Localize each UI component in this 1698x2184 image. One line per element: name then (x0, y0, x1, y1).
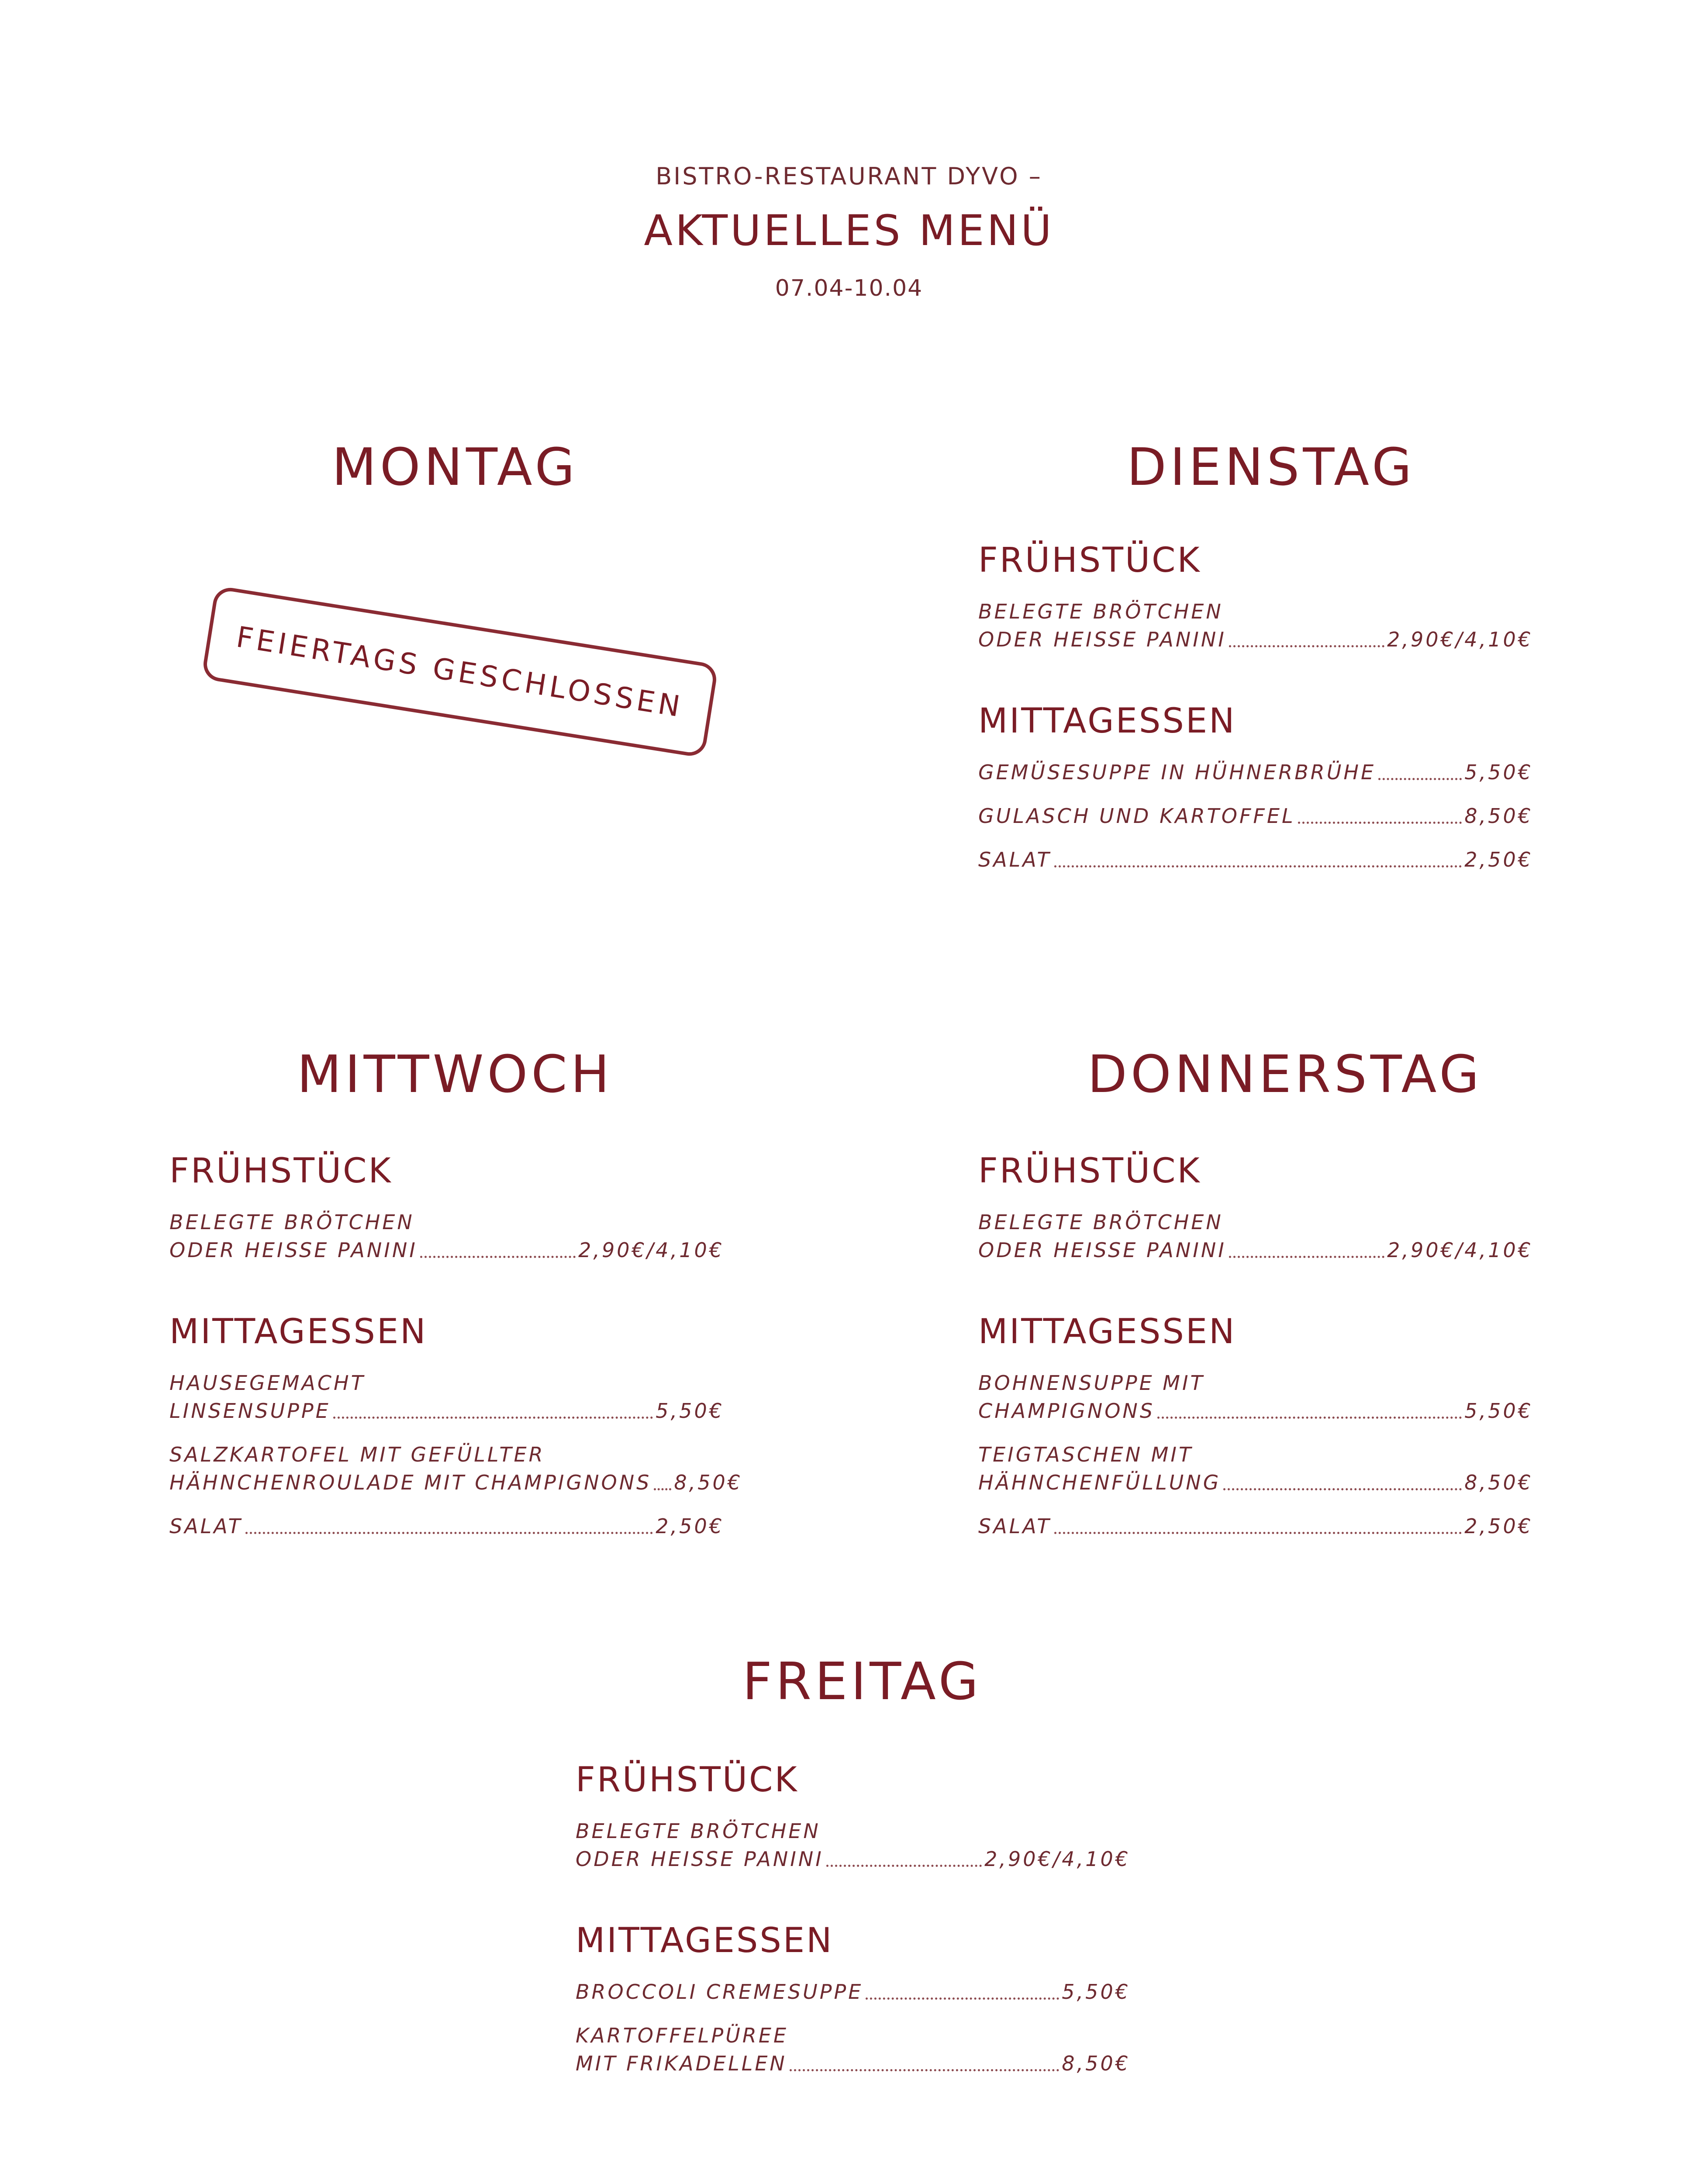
menu-item-name: HÄHNCHENROULADE MIT CHAMPIGNONS (169, 1471, 652, 1494)
menu-item-name: ODER HEISSE PANINI (978, 628, 1226, 651)
menu-item-line: BELEGTE BRÖTCHEN (978, 1210, 1223, 1234)
menu-block-dienstag (978, 541, 1533, 874)
menu-item-price: 8,50€ (1062, 2052, 1130, 2075)
menu-item-price: 8,50€ (1464, 1471, 1533, 1494)
menu-item-price: 2,90€/4,10€ (1387, 1238, 1533, 1262)
menu-item-price: 2,50€ (1464, 1514, 1533, 1538)
day-title-dienstag: DIENSTAG (1127, 437, 1415, 497)
menu-block-donnerstag (978, 1151, 1533, 1540)
tree-icon (664, 2180, 970, 2184)
day-title-montag: MONTAG (332, 437, 578, 497)
menu-block-freitag (576, 1760, 1130, 2077)
menu-title: AKTUELLES MENÜ (644, 206, 1054, 255)
menu-item-name: SALAT (169, 1514, 243, 1538)
dot-leader (1223, 1488, 1462, 1490)
day-title-donnerstag: DONNERSTAG (1087, 1044, 1483, 1104)
dot-leader (1054, 1532, 1462, 1534)
menu-item-price: 8,50€ (674, 1471, 743, 1494)
dot-leader (1157, 1417, 1462, 1419)
section-title-lunch: MITTAGESSEN (169, 1312, 428, 1351)
section-title-lunch: MITTAGESSEN (576, 1921, 834, 1960)
menu-item-name: BROCCOLI CREMESUPPE (576, 1980, 863, 2004)
section-title-lunch: MITTAGESSEN (978, 1312, 1236, 1351)
menu-item (978, 1236, 1533, 1264)
menu-block-mittwoch (169, 1151, 743, 1540)
menu-item-line: BOHNENSUPPE MIT (978, 1371, 1205, 1395)
menu-item-line: HAUSEGEMACHT (169, 1371, 366, 1395)
menu-item-price: 2,50€ (656, 1514, 724, 1538)
restaurant-subtitle: BISTRO-RESTAURANT DYVO – (656, 162, 1042, 190)
menu-item-name: CHAMPIGNONS (978, 1399, 1155, 1423)
closed-stamp-text: FEIERTAGS GESCHLOSSEN (234, 620, 686, 724)
menu-item (978, 1469, 1533, 1496)
menu-item-price: 2,90€/4,10€ (984, 1847, 1130, 1871)
menu-item (978, 802, 1533, 830)
menu-date-range: 07.04-10.04 (775, 275, 923, 301)
menu-item (576, 2049, 1130, 2077)
dot-leader (420, 1256, 576, 1258)
section-title-breakfast: FRÜHSTÜCK (978, 541, 1201, 580)
menu-item-price: 8,50€ (1464, 804, 1533, 828)
menu-item-price: 5,50€ (1464, 760, 1533, 784)
menu-item-line: BELEGTE BRÖTCHEN (978, 600, 1223, 623)
menu-item-name: ODER HEISSE PANINI (978, 1238, 1226, 1262)
section-title-lunch: MITTAGESSEN (978, 702, 1236, 741)
dot-leader (1229, 645, 1384, 647)
menu-item (576, 1845, 1130, 1873)
dot-leader (654, 1488, 671, 1490)
menu-item-line: KARTOFFELPÜREE (576, 2024, 789, 2047)
dot-leader (1298, 822, 1462, 824)
dot-leader (790, 2069, 1059, 2071)
menu-item-name: GEMÜSESUPPE IN HÜHNERBRÜHE (978, 760, 1376, 784)
day-title-freitag: FREITAG (742, 1651, 982, 1711)
dot-leader (245, 1532, 653, 1534)
day-title-mittwoch: MITTWOCH (297, 1044, 613, 1104)
menu-item-name: SALAT (978, 848, 1052, 871)
menu-item (978, 1397, 1533, 1425)
dot-leader (1229, 1256, 1384, 1258)
menu-item (978, 1512, 1533, 1540)
menu-item (169, 1397, 724, 1425)
menu-item-name: GULASCH UND KARTOFFEL (978, 804, 1295, 828)
menu-item (978, 625, 1533, 653)
section-title-breakfast: FRÜHSTÜCK (576, 1760, 799, 1800)
menu-item-price: 5,50€ (1464, 1399, 1533, 1423)
menu-item (169, 1469, 743, 1496)
menu-item-name: HÄHNCHENFÜLLUNG (978, 1471, 1221, 1494)
menu-item-name: LINSENSUPPE (169, 1399, 331, 1423)
menu-item (576, 1978, 1130, 2006)
menu-item-line: TEIGTASCHEN MIT (978, 1443, 1194, 1466)
menu-item (169, 1512, 724, 1540)
menu-item-price: 5,50€ (656, 1399, 724, 1423)
menu-item (978, 758, 1533, 786)
menu-item-name: ODER HEISSE PANINI (576, 1847, 824, 1871)
menu-item-price: 2,50€ (1464, 848, 1533, 871)
dot-leader (1054, 865, 1462, 867)
menu-item-price: 5,50€ (1062, 1980, 1130, 2004)
menu-item-price: 2,90€/4,10€ (1387, 628, 1533, 651)
menu-item-name: ODER HEISSE PANINI (169, 1238, 418, 1262)
dot-leader (333, 1417, 653, 1419)
dot-leader (826, 1865, 982, 1867)
section-title-breakfast: FRÜHSTÜCK (169, 1151, 393, 1191)
menu-item (169, 1236, 724, 1264)
section-title-breakfast: FRÜHSTÜCK (978, 1151, 1201, 1191)
menu-item-name: SALAT (978, 1514, 1052, 1538)
menu-item-line: BELEGTE BRÖTCHEN (576, 1819, 821, 1843)
menu-item-price: 2,90€/4,10€ (578, 1238, 724, 1262)
dot-leader (866, 1997, 1059, 2000)
menu-item-name: MIT FRIKADELLEN (576, 2052, 787, 2075)
dot-leader (1378, 778, 1462, 780)
closed-stamp (201, 585, 718, 758)
menu-item-line: BELEGTE BRÖTCHEN (169, 1210, 414, 1234)
menu-item-line: SALZKARTOFEL MIT GEFÜLLTER (169, 1443, 545, 1466)
menu-item (978, 846, 1533, 874)
